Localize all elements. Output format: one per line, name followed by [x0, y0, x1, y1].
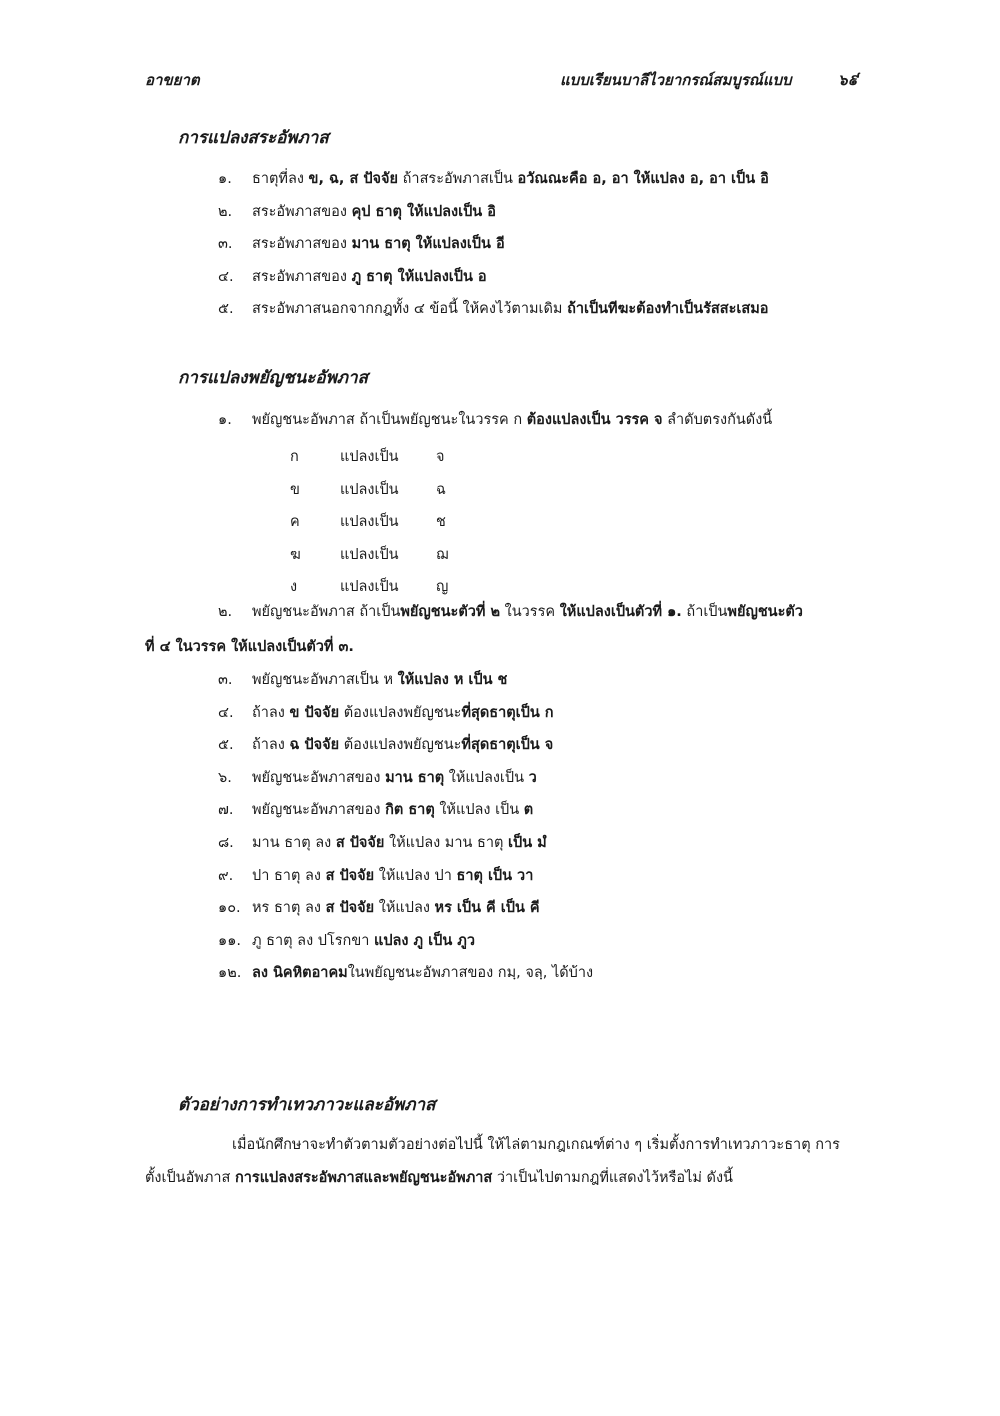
- rule-text: พยัญชนะอัพภาส ถ้าเป็น: [252, 604, 401, 620]
- bold-text: พยัญชนะตัว: [727, 604, 803, 620]
- consonant-rule-8: [218, 833, 547, 853]
- vowel-rule-1: [218, 169, 769, 189]
- bold-text: พยัญชนะตัวที่ ๒: [400, 604, 501, 620]
- mapping-verb: แปลงเป็น: [340, 579, 399, 595]
- rule-number: ๔.: [218, 268, 234, 285]
- mapping-to: จ: [436, 449, 445, 465]
- mapping-from: ฆ: [290, 546, 301, 563]
- bold-text: การแปลงสระอัพภาสและพยัญชนะอัพภาส: [235, 1170, 493, 1186]
- rule-text: ในวรรค: [500, 604, 560, 620]
- bold-text: หร เป็น คี เป็น คี: [434, 900, 540, 917]
- section-title-consonant-reduplication: การแปลงพยัญชนะอัพภาส: [178, 368, 368, 388]
- examples-paragraph-line-1: เมื่อนักศึกษาจะทำตัวตามตัวอย่างต่อไปนี้ ให้ไล่ตามกฎเกณฑ์ต่าง ๆ เริ่มตั้งการทำเทวภาวะธาตุ การ: [232, 1137, 840, 1153]
- rule-number: ๑๑.: [218, 932, 242, 949]
- mapping-from: ค: [290, 514, 300, 530]
- bold-text: แปลง ภู เป็น ภูว: [373, 932, 475, 949]
- rule-number: ๘.: [218, 835, 234, 851]
- consonant-rule-7: [218, 800, 533, 820]
- consonant-rule-1: [218, 410, 772, 430]
- rule-number: ๑.: [218, 412, 232, 428]
- mapping-verb: แปลงเป็น: [340, 546, 399, 563]
- rule-text: ตั้งเป็นอัพภาส: [145, 1170, 235, 1186]
- mapping-from: ง: [290, 579, 298, 595]
- page-number: ๖៩: [838, 71, 859, 89]
- consonant-rule-6: [218, 768, 537, 788]
- rule-text: พยัญชนะอัพภาสของ: [252, 769, 386, 786]
- bold-text: ข, ฉ, ส ปัจจัย: [308, 171, 399, 187]
- rule-number: ๑.: [218, 171, 232, 187]
- rule-text: ถ้าลง: [252, 737, 290, 754]
- bold-text: ที่สุดธาตุเป็น จ: [461, 737, 554, 754]
- mapping-to: ฌ: [436, 546, 449, 563]
- mapping-from: ก: [290, 449, 299, 465]
- rule-text: มาน ธาตุ ลง: [252, 835, 336, 851]
- consonant-rule-10: [218, 898, 540, 918]
- rule-number: ๕.: [218, 301, 234, 317]
- bold-text: คุป ธาตุ ให้แปลงเป็น อิ: [351, 203, 496, 220]
- rule-text: หร ธาตุ ลง: [252, 900, 326, 917]
- bold-text: ให้แปลง ห เป็น ช: [397, 672, 508, 688]
- running-header-right: แบบเรียนบาลีไวยากรณ์สมบูรณ์แบบ: [560, 71, 792, 89]
- rule-text: ภู ธาตุ ลง ปโรกขา: [252, 932, 374, 949]
- bold-text: ลง นิคหิตอาคม: [252, 965, 348, 982]
- bold-text: ฉ ปัจจัย: [289, 737, 340, 754]
- rule-number: ๑๒.: [218, 965, 242, 982]
- rule-text: ให้แปลงเป็น: [444, 769, 529, 786]
- rule-text: ต้องแปลงพยัญชนะ: [339, 737, 462, 754]
- rule-text: ลำดับตรงกันดังนี้: [662, 412, 773, 428]
- rule-number: ๕.: [218, 737, 234, 754]
- rule-text: ให้แปลง: [374, 900, 435, 917]
- consonant-rule-11: [218, 931, 475, 951]
- bold-text: ต: [523, 802, 534, 819]
- bold-text: มาน ธาตุ: [385, 769, 445, 786]
- consonant-rule-5: [218, 735, 553, 755]
- vowel-rule-4: [218, 267, 487, 287]
- bold-text: ที่สุดธาตุเป็น ก: [461, 704, 554, 721]
- rule-number: ๓.: [218, 236, 233, 252]
- mapping-to: ญ: [436, 579, 449, 595]
- rule-text: พยัญชนะอัพภาสเป็น ห: [252, 672, 398, 688]
- bold-text: เป็น มํ: [508, 835, 547, 851]
- rule-text: ถ้าลง: [252, 704, 290, 721]
- bold-text: ให้แปลงเป็นตัวที่ ๑.: [559, 604, 682, 620]
- section-title-examples: ตัวอย่างการทำเทวภาวะและอัพภาส: [178, 1095, 436, 1115]
- rule-text: พยัญชนะอัพภาส ถ้าเป็นพยัญชนะในวรรค ก: [252, 412, 527, 428]
- rule-number: ๙.: [218, 867, 234, 884]
- rule-number: ๔.: [218, 704, 234, 721]
- rule-text: ถ้าเป็น: [681, 604, 728, 620]
- bold-text: ภู ธาตุ ให้แปลงเป็น อ: [351, 268, 487, 285]
- mapping-verb: แปลงเป็น: [340, 514, 399, 530]
- rule-text: ว่าเป็นไปตามกฎที่แสดงไว้หรือไม่ ดังนี้: [492, 1170, 733, 1186]
- section-title-vowel-reduplication: การแปลงสระอัพภาส: [178, 128, 329, 148]
- mapping-verb: แปลงเป็น: [340, 449, 399, 465]
- rule-number: ๑๐.: [218, 900, 241, 917]
- consonant-rule-9: [218, 866, 533, 886]
- vowel-rule-2: [218, 202, 496, 222]
- bold-text: ต้องแปลงเป็น วรรค จ: [526, 412, 663, 428]
- bold-text: ส ปัจจัย: [325, 867, 375, 884]
- rule-number: ๗.: [218, 802, 234, 819]
- bold-text: ส ปัจจัย: [335, 835, 385, 851]
- bold-text: ส ปัจจัย: [325, 900, 375, 917]
- rule-number: ๒.: [218, 203, 233, 220]
- mapping-to: ฉ: [436, 481, 446, 498]
- examples-paragraph-line-2: [145, 1168, 733, 1188]
- vowel-rule-5: [218, 299, 769, 319]
- bold-text: ที่ ๔ ในวรรค ให้แปลงเป็นตัวที่ ๓.: [145, 639, 354, 655]
- rule-text: ธาตุที่ลง: [252, 171, 309, 187]
- rule-text: ให้แปลง มาน ธาตุ: [384, 835, 509, 851]
- rule-text: สระอัพภาสของ: [252, 203, 352, 220]
- rule-number: ๓.: [218, 672, 233, 688]
- rule-text: ให้แปลง ปา: [374, 867, 457, 884]
- consonant-rule-3: [218, 670, 507, 690]
- running-header-left: อาขยาต: [145, 71, 200, 89]
- bold-text: กิต ธาตุ: [385, 802, 435, 819]
- bold-text: ถ้าเป็นทีฆะต้องทำเป็นรัสสะเสมอ: [567, 301, 769, 317]
- consonant-rule-2-line-2: [145, 637, 354, 657]
- bold-text: อวัณณะคือ อ, อา ให้แปลง อ, อา เป็น อิ: [517, 171, 769, 187]
- consonant-rule-4: [218, 703, 554, 723]
- mapping-from: ข: [290, 481, 300, 498]
- rule-number: ๖.: [218, 769, 232, 786]
- rule-number: ๒.: [218, 604, 233, 620]
- rule-text: ถ้าสระอัพภาสเป็น: [398, 171, 518, 187]
- rule-text: สระอัพภาสนอกจากกฎทั้ง ๔ ข้อนี้ ให้คงไว้ตามเดิม: [252, 301, 568, 317]
- vowel-rule-3: [218, 234, 505, 254]
- bold-text: ข ปัจจัย: [289, 704, 340, 721]
- rule-text: สระอัพภาสของ: [252, 268, 352, 285]
- consonant-rule-2-line-1: [218, 602, 803, 622]
- bold-text: ว: [528, 769, 537, 786]
- mapping-to: ช: [436, 514, 446, 530]
- consonant-rule-12: [218, 963, 593, 983]
- rule-text: ในพยัญชนะอัพภาสของ กมฺ, จลฺ, ได้บ้าง: [347, 965, 594, 982]
- rule-text: ให้แปลง เป็น: [434, 802, 524, 819]
- mapping-verb: แปลงเป็น: [340, 481, 399, 498]
- rule-text: ต้องแปลงพยัญชนะ: [339, 704, 462, 721]
- bold-text: ธาตุ เป็น วา: [456, 867, 534, 884]
- bold-text: มาน ธาตุ ให้แปลงเป็น อี: [351, 236, 505, 252]
- rule-text: ปา ธาตุ ลง: [252, 867, 326, 884]
- rule-text: สระอัพภาสของ: [252, 236, 352, 252]
- rule-text: พยัญชนะอัพภาสของ: [252, 802, 386, 819]
